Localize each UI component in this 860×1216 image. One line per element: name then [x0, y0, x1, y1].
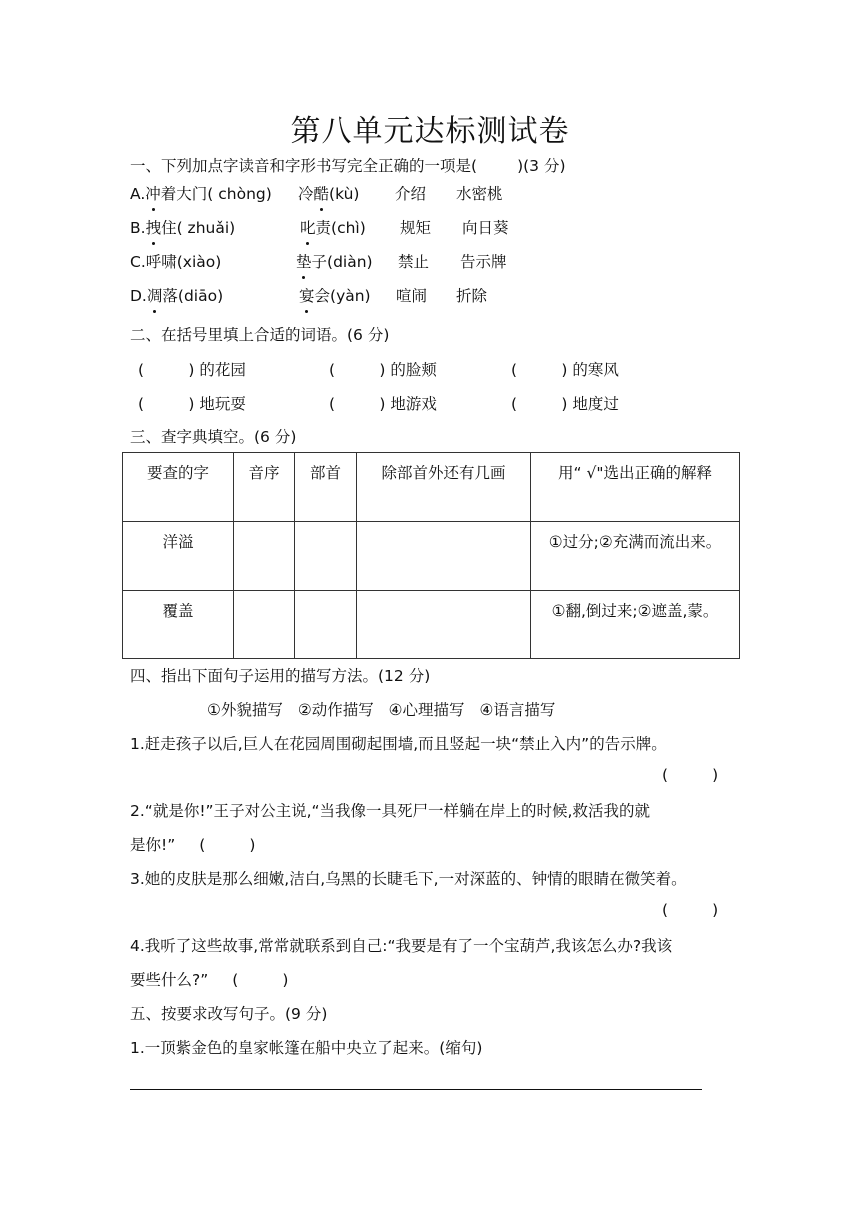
- q4-answer-2[interactable]: ( ): [199, 836, 256, 854]
- q4-answer-1[interactable]: ( ): [662, 766, 719, 784]
- table-cell-blank[interactable]: [295, 522, 357, 591]
- table-row: [123, 591, 740, 659]
- q4-sentence-4b: 要些什么?” ( ): [130, 971, 289, 989]
- q2-blank-2[interactable]: ( ) 的脸颊: [329, 361, 437, 379]
- q4-answer-3[interactable]: ( ): [662, 901, 719, 919]
- q1-option-a-word4: 水密桃: [456, 185, 503, 203]
- q4-answer-4[interactable]: ( ): [232, 971, 289, 989]
- q1-option-c-word4: 告示牌: [460, 253, 507, 271]
- q1-option-a-word2: 冷酷(kù): [298, 185, 360, 203]
- dictionary-table: [122, 452, 740, 659]
- table-cell-blank[interactable]: [234, 591, 295, 659]
- q5-prompt: 五、按要求改写句子。(9 分): [130, 1005, 328, 1023]
- table-cell-explain[interactable]: ①翻,倒过来;②遮盖,蒙。: [531, 591, 740, 659]
- table-header: 部首: [295, 453, 357, 522]
- q1-option-c: C.呼啸(xiào): [130, 253, 222, 271]
- table-header: 除部首外还有几画: [357, 453, 531, 522]
- q3-prompt: 三、查字典填空。(6 分): [130, 428, 297, 446]
- table-cell-blank[interactable]: [295, 591, 357, 659]
- table-cell-word: 洋溢: [123, 522, 234, 591]
- table-header: 用“ √"选出正确的解释: [531, 453, 740, 522]
- q1-option-d: D.凋落(diāo): [130, 287, 224, 305]
- q4-prompt: 四、指出下面句子运用的描写方法。(12 分): [130, 667, 431, 685]
- q4-sentence-1: 1.赶走孩子以后,巨人在花园周围砌起围墙,而且竖起一块“禁止入内”的告示牌。: [130, 735, 667, 753]
- q1-option-a-word3: 介绍: [395, 185, 427, 203]
- q2-prompt: 二、在括号里填上合适的词语。(6 分): [130, 326, 390, 344]
- table-header: 音序: [234, 453, 295, 522]
- q4-sentence-4a: 4.我听了这些故事,常常就联系到自己:“我要是有了一个宝葫芦,我该怎么办?我该: [130, 937, 673, 955]
- q1-option-b-word2: 叱责(chì): [300, 219, 366, 237]
- q1-option-b-word3: 规矩: [400, 219, 432, 237]
- q4-sentence-3: 3.她的皮肤是那么细嫩,洁白,乌黑的长睫毛下,一对深蓝的、钟情的眼睛在微笑着。: [130, 870, 687, 888]
- table-header: 要查的字: [123, 453, 234, 522]
- q5-sentence-1: 1.一顶紫金色的皇家帐篷在船中央立了起来。(缩句): [130, 1039, 483, 1057]
- q2-blank-5[interactable]: ( ) 地游戏: [329, 395, 437, 413]
- q5-answer-line[interactable]: [130, 1089, 702, 1090]
- q2-blank-3[interactable]: ( ) 的寒风: [511, 361, 619, 379]
- table-header-row: [123, 453, 740, 522]
- q1-option-c-word2: 垫子(diàn): [296, 253, 373, 271]
- q1-option-d-word2: 宴会(yàn): [299, 287, 371, 305]
- q4-sentence-2b: 是你!” ( ): [130, 836, 256, 854]
- q1-option-d-word3: 喧闹: [396, 287, 428, 305]
- q1-option-c-word3: 禁止: [398, 253, 430, 271]
- table-row: [123, 522, 740, 591]
- q4-methods: ①外貌描写 ②动作描写 ④心理描写 ④语言描写: [207, 701, 556, 719]
- table-cell-word: 覆盖: [123, 591, 234, 659]
- q1-prompt: 一、下列加点字读音和字形书写完全正确的一项是( )(3 分): [130, 157, 566, 175]
- q2-blank-1[interactable]: ( ) 的花园: [138, 361, 246, 379]
- table-cell-blank[interactable]: [357, 591, 531, 659]
- q1-option-b-word4: 向日葵: [462, 219, 509, 237]
- q1-option-a: A.冲着大门( chòng): [130, 185, 272, 203]
- q2-blank-4[interactable]: ( ) 地玩耍: [138, 395, 246, 413]
- table-cell-blank[interactable]: [357, 522, 531, 591]
- page-title: 第八单元达标测试卷: [290, 114, 570, 149]
- table-cell-blank[interactable]: [234, 522, 295, 591]
- q1-option-d-word4: 折除: [456, 287, 488, 305]
- q1-option-b: B.拽住( zhuǎi): [130, 219, 236, 237]
- table-cell-explain[interactable]: ①过分;②充满而流出来。: [531, 522, 740, 591]
- q4-sentence-2a: 2.“就是你!”王子对公主说,“当我像一具死尸一样躺在岸上的时候,救活我的就: [130, 802, 650, 820]
- q2-blank-6[interactable]: ( ) 地度过: [511, 395, 619, 413]
